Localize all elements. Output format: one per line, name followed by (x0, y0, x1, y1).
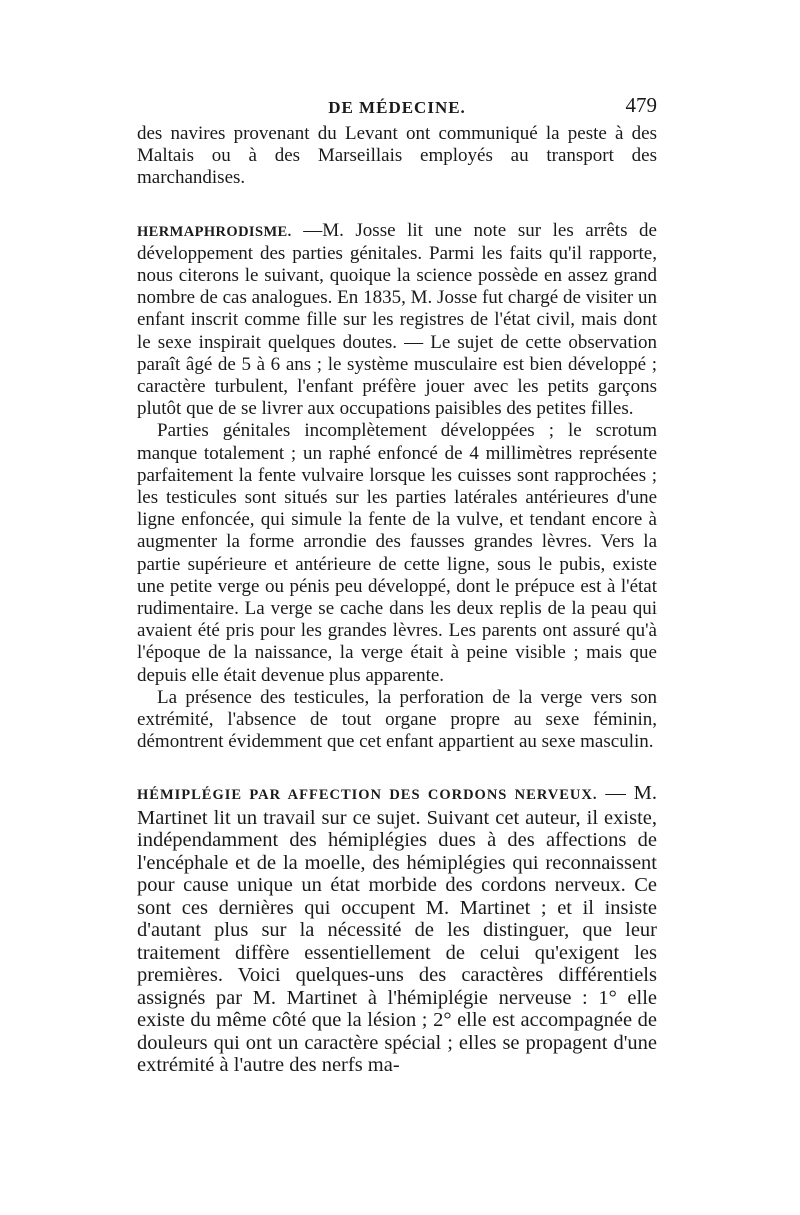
paragraph-continuation: des navires provenant du Levant ont communiqué la peste à des Maltais ou à des Marseillais employés au transport des marchandises. (137, 123, 657, 189)
paragraph-text: —M. Josse lit une note sur les arrêts de développement des parties génitales. Parmi les faits qu'il rapporte, nous citerons le suivant, quoique la science possède en assez grand nombre de cas analogues. En 1835, M. Josse fut chargé de visiter un enfant inscrit comme fille sur les registres de l'état civil, mais dont le sexe inspirait quelques doutes. — Le sujet de cette observation paraît âgé de 5 à 6 ans ; le système musculaire est bien développé ; caractère turbulent, l'enfant préfère jouer avec les petits garçons plutôt que de se livrer aux occupations paisibles des petites filles. (137, 219, 657, 420)
body-text (137, 123, 657, 1077)
running-header (137, 93, 657, 124)
paragraph-text: — M. Martinet lit un travail sur ce sujet. Suivant cet auteur, il existe, indépendamment des hémiplégies dues à des affections de l'encéphale et de la moelle, des hémiplégies qui reconnaissent pour cause unique un état morbide des cordons nerveux. Ce sont ces dernières qui occupent M. Martinet ; et il insiste d'autant plus sur la nécessité de les distinguer, que leur traitement diffère essentiellement de celui qu'exigent les premières. Voici quelques-uns des caractères différentiels assignés par M. Martinet à l'hémiplégie nerveuse : 1° elle existe du même côté que la lésion ; 2° elle est accompagnée de douleurs qui ont un caractère spécial ; elles se propagent d'une extrémité à l'autre des nerfs ma- (137, 782, 658, 1077)
paragraph-hermaphrodisme (137, 220, 657, 421)
page-number: 479 (625, 93, 657, 117)
paragraph-hemiplegie (137, 782, 657, 1077)
running-title: DE MÉDECINE. (328, 98, 466, 117)
paragraph-parties-genitales: Parties génitales incomplètement développées ; le scrotum manque totalement ; un raphé enfoncé de 4 millimètres représente parfaitement la fente vulvaire lorsque les cuisses sont rapprochées ; les testicules sont situés sur les parties latérales antérieures d'une ligne enfoncée, qui simule la fente de la vulve, et tendant encore à augmenter la forme arrondie des fausses grandes lèvres. Vers la partie supérieure et antérieure de cette ligne, sous le pubis, existe une petite verge ou pénis peu développé, dont le prépuce est à l'état rudimentaire. La verge se cache dans les deux replis de la peau qui avaient été pris pour les grandes lèvres. Les parents ont assuré qu'à l'époque de la naissance, la verge était à peine visible ; mais que depuis elle était devenue plus apparente. (137, 420, 657, 686)
paragraph-presence-testicules: La présence des testicules, la perforation de la verge vers son extrémité, l'absence de tout organe propre au sexe féminin, démontrent évidemment que cet enfant appartient au sexe masculin. (137, 686, 657, 753)
section-heading-hemiplegie: HÉMIPLÉGIE PAR AFFECTION DES CORDONS NERVEUX. (137, 787, 598, 804)
section-heading-hermaphrodisme: HERMAPHRODISME. (137, 223, 292, 240)
